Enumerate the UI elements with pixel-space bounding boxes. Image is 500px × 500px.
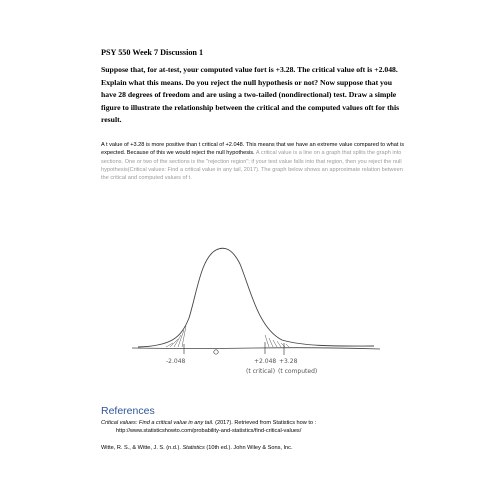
reference-2-authors: Witte, R. S., & Witte, J. S. (n.d.). [101,445,183,451]
bell-curve [138,248,374,347]
label-neg-critical: -2.048 [166,358,186,365]
reference-1-title: Critical values: Find a critical value in any tail. [101,420,214,426]
label-computed: +3.28 [279,358,298,365]
reference-1-source: (2017). Retrieved from Statistics how to : [213,420,317,426]
reference-2-title: Statistics [182,445,205,451]
references-heading: References [101,405,155,417]
reference-2-publisher: (10th ed.). John Wiley & Sons, Inc. [204,445,293,451]
answer-explanation-text: A critical value is a line on a graph that splits the graph into sections. One or two of the sections is the "rejection region"; if your test value falls into that region, then you reject the null hypothesis(Critical values: Find a critical value in any tail, 2017). The graph below shows an approximate relation between the critical and computed values of t. [101,150,403,182]
label-t-computed: (t computed) [278,368,318,375]
document-title: PSY 550 Week 7 Discussion 1 [101,48,204,57]
x-axis-line [132,348,380,349]
reference-1 [101,420,421,436]
label-t-critical: (t critical) [246,368,276,375]
label-pos-critical: +2.048 [254,358,277,365]
reference-1-url: http://www.statisticshowto.com/probability-and-statistics/find-critical-values/ [116,427,302,434]
tick-zero [214,350,218,354]
answer-paragraph [101,141,409,182]
t-distribution-sketch [126,206,386,388]
answer-main-text: A t value of +3.28 is more positive than t critical of +2.048. This means that we have an extreme value compared to what is expected. Because of this we would reject the null hypothesis. [101,142,405,157]
reference-2 [101,445,293,451]
discussion-question: Suppose that, for at-test, your computed value fort is +3.28. The critical value oft is +2.048. Explain what this means. Do you reject the null hypothesis or not? Now suppose that you have 28 degrees of freedom and are using a two-tailed (nondirectional) test. Draw a simple figure to illustrate the relationship between the critical and the computed values oft for this result. [101,65,400,125]
